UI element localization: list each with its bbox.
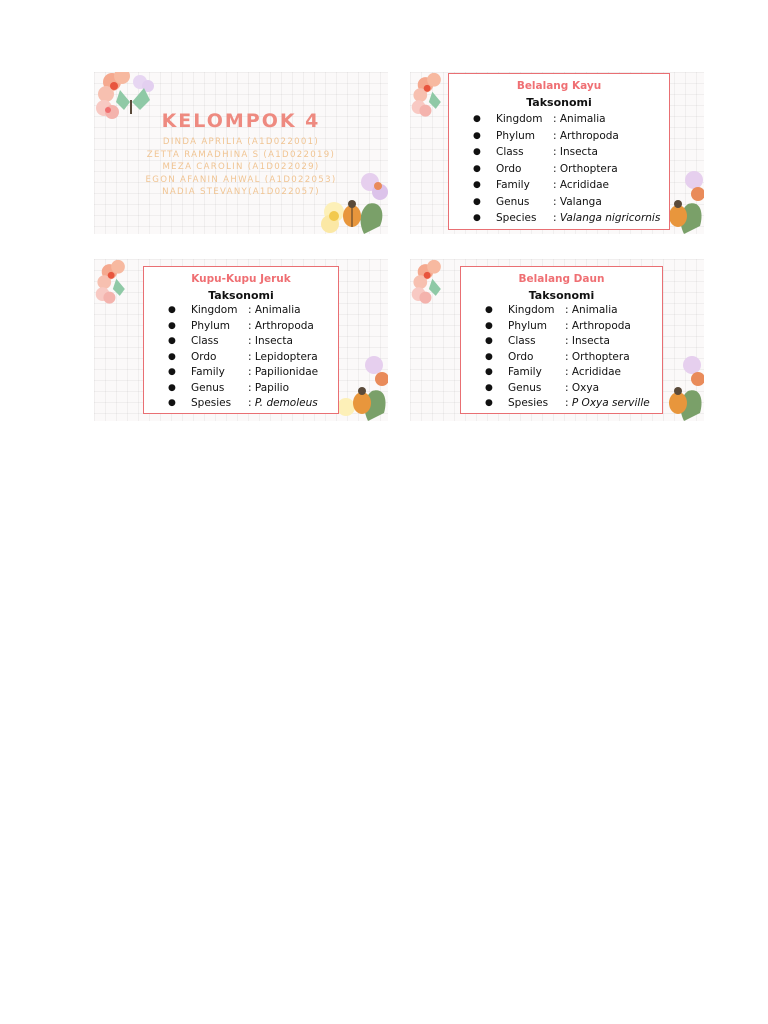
taxonomy-list (461, 303, 662, 412)
taxonomy-card (448, 73, 670, 230)
rank-value: : Papilio (248, 381, 290, 394)
rank-value: : Lepidoptera (248, 350, 318, 363)
list-item (461, 396, 662, 412)
rank-value: : Papilionidae (248, 366, 319, 378)
bullet-icon: ● (473, 114, 481, 124)
rank-label: Kingdom (508, 304, 555, 316)
member-name: NADIA STEVANY(A1D022057) (162, 187, 320, 198)
list-item (461, 319, 662, 335)
species-name: Valanga nigricornis (559, 212, 661, 224)
list-item (461, 334, 662, 350)
bullet-icon: ● (473, 147, 481, 157)
list-item (144, 319, 338, 335)
flower-beetle-decoration-icon (659, 351, 704, 421)
rank-label: Family (508, 366, 542, 378)
rank-value: : Insecta (565, 335, 610, 347)
rank-label: Phylum (191, 319, 231, 332)
list-item (144, 350, 338, 366)
bullet-icon: ● (168, 336, 176, 346)
list-item (144, 396, 338, 412)
bullet-icon: ● (485, 367, 493, 377)
bullet-icon: ● (485, 382, 493, 393)
rank-value (565, 396, 650, 412)
rank-value: : Oxya (565, 381, 600, 394)
card-subtitle: Taksonomi (528, 289, 595, 302)
member-name: EGON AFANIN AHWAL (A1D022053) (145, 174, 337, 185)
list-item (449, 161, 669, 178)
rank-label: Kingdom (496, 113, 543, 125)
taxonomy-list (449, 111, 669, 227)
rank-value: : Animalia (248, 304, 301, 316)
rank-label: Ordo (191, 350, 217, 363)
rank-label: Genus (508, 381, 542, 394)
card-subtitle: Taksonomi (526, 96, 592, 109)
rank-value (553, 210, 660, 227)
rank-label: Class (191, 335, 219, 347)
taxonomy-card (460, 266, 663, 414)
rank-value: : Valanga (553, 195, 602, 208)
list-item (449, 111, 669, 128)
list-item (449, 128, 669, 145)
rank-value: : Acrididae (565, 366, 622, 378)
list-item (144, 303, 338, 319)
bullet-icon: ● (485, 336, 493, 346)
value-prefix: : (248, 397, 255, 409)
value-prefix: : (565, 397, 572, 409)
bullet-icon: ● (168, 351, 176, 362)
rank-label: Class (508, 335, 536, 347)
bullet-icon: ● (168, 382, 176, 393)
rank-value: : Insecta (248, 335, 293, 347)
species-name: P Oxya serville (571, 397, 650, 409)
rank-label: Species (496, 212, 537, 224)
slide-belalang-daun (410, 259, 704, 421)
rank-value: : Animalia (565, 304, 618, 316)
bullet-icon: ● (473, 163, 481, 174)
rank-value: : Insecta (553, 146, 598, 158)
bullet-icon: ● (473, 180, 481, 190)
rank-label: Class (496, 146, 524, 158)
member-list (94, 136, 388, 199)
rank-label: Ordo (508, 350, 534, 363)
list-item (144, 381, 338, 397)
rank-value: : Acrididae (553, 179, 610, 191)
list-item (449, 194, 669, 211)
rank-label: Genus (496, 195, 530, 208)
list-item (461, 381, 662, 397)
list-item (144, 365, 338, 381)
card-title: Belalang Kayu (516, 80, 602, 92)
list-item (144, 334, 338, 350)
flower-beetle-decoration-icon (338, 351, 388, 421)
rank-value: : Orthoptera (565, 350, 630, 363)
bullet-icon: ● (168, 305, 176, 315)
bullet-icon: ● (168, 320, 176, 331)
rank-value: : Arthropoda (553, 129, 619, 142)
species-name: P. demoleus (254, 397, 318, 409)
group-title: KELOMPOK 4 (161, 110, 321, 132)
taxonomy-list (144, 303, 338, 412)
bullet-icon: ● (485, 398, 493, 408)
list-item (461, 350, 662, 366)
list-item (461, 365, 662, 381)
rank-value: : Arthropoda (248, 319, 314, 332)
rank-label: Family (496, 179, 530, 191)
rank-label: Spesies (508, 397, 549, 409)
slide-title (94, 72, 388, 234)
rank-label: Ordo (496, 162, 522, 175)
slide-belalang-kayu (410, 72, 704, 234)
rank-label: Spesies (191, 397, 232, 409)
card-title: Kupu-Kupu Jeruk (191, 273, 291, 285)
list-item (461, 303, 662, 319)
list-item (449, 177, 669, 194)
bullet-icon: ● (473, 213, 481, 223)
bullet-icon: ● (473, 130, 481, 141)
rank-value (248, 396, 318, 412)
rank-label: Kingdom (191, 304, 238, 316)
bullet-icon: ● (168, 367, 176, 377)
bullet-icon: ● (168, 398, 176, 408)
rank-label: Phylum (508, 319, 548, 332)
taxonomy-card (143, 266, 339, 414)
rank-value: : Arthropoda (565, 319, 631, 332)
rank-value: : Orthoptera (553, 162, 618, 175)
slide-kupu-kupu-jeruk (94, 259, 388, 421)
list-item (449, 144, 669, 161)
member-name: ZETTA RAMADHINA S (A1D022019) (146, 149, 336, 160)
rank-label: Genus (191, 381, 225, 394)
rank-label: Phylum (496, 129, 536, 142)
list-item (449, 210, 669, 227)
member-name: MEZA CAROLIN (A1D022029) (162, 162, 320, 173)
member-name: DINDA APRILIA (A1D022001) (162, 137, 320, 147)
flower-beetle-decoration-icon (664, 164, 704, 234)
card-title: Belalang Daun (518, 273, 605, 285)
bullet-icon: ● (485, 351, 493, 362)
card-subtitle: Taksonomi (208, 289, 274, 302)
rank-label: Family (191, 366, 225, 378)
rank-value: : Animalia (553, 113, 606, 125)
bullet-icon: ● (473, 196, 481, 207)
bullet-icon: ● (485, 320, 493, 331)
bullet-icon: ● (485, 305, 493, 315)
value-prefix: : (553, 212, 560, 224)
